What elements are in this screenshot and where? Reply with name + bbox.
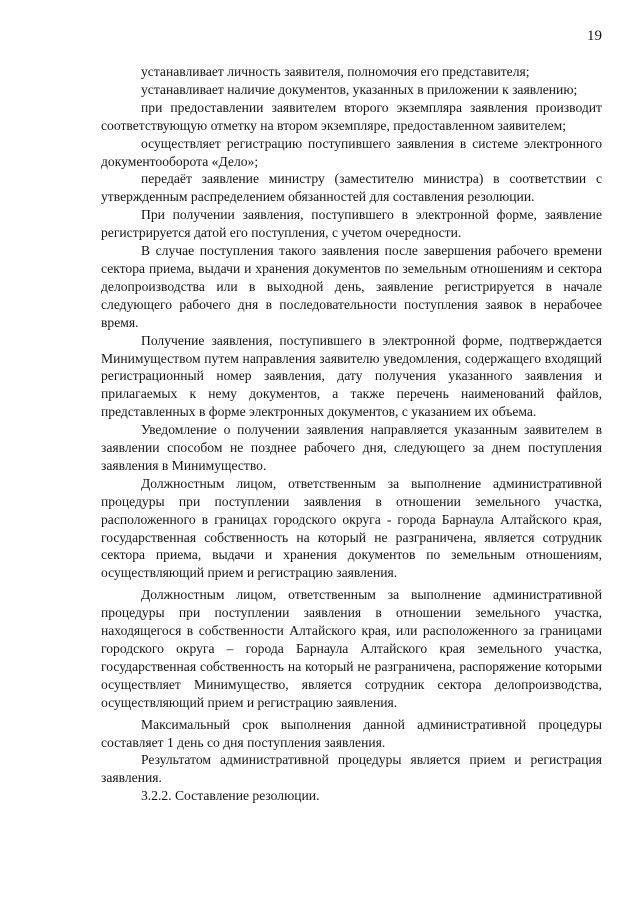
paragraph-responsible-officer-barnaul: Должностным лицом, ответственным за выполнение административной процедуры при поступлении заявления в отношении земельного участка, расположенного в границах городского округа - города Барнаула Алтайского края, государственная собственность на который не разграничена, является сотрудник сектора приема, выдачи и хранения документов по земельным отношениям, осуществляющий прием и регистрацию заявления. bbox=[101, 475, 602, 581]
paragraph-documents-check: устанавливает наличие документов, указанных в приложении к заявлению; bbox=[141, 81, 578, 97]
document-body bbox=[101, 63, 602, 805]
paragraph-notification-sending: Уведомление о получении заявления направляется указанным заявителем в заявлении способом не позднее рабочего дня, следующего за днем поступления заявления в Минимущество. bbox=[101, 422, 602, 473]
paragraph-identity-check: устанавливает личность заявителя, полномочия его представителя; bbox=[141, 64, 530, 79]
paragraph-transfer-to-minister: передаёт заявление министру (заместителю министра) в соответствии с утвержденным распределением обязанностей для составления резолюции. bbox=[101, 171, 602, 205]
paragraph-receipt-confirmation: Получение заявления, поступившего в электронной форме, подтверждается Минимуществом путем направления заявителю уведомления, содержащего входящий регистрационный номер заявления, дату получения указанного заявления и прилагаемых к нему документов, а также перечень наименований файлов, представленных в форме электронных документов, с указанием их объема. bbox=[101, 332, 602, 420]
paragraph-procedure-result: Результатом административной процедуры является прием и регистрация заявления. bbox=[101, 752, 602, 786]
paragraph-second-copy-mark: при предоставлении заявителем второго экземпляра заявления производит соответствующую отметку на втором экземпляре, предоставленном заявителем; bbox=[101, 99, 602, 133]
paragraph-electronic-registration: При получении заявления, поступившего в электронной форме, заявление регистрируется датой его поступления, с учетом очередности. bbox=[101, 207, 602, 241]
page-number: 19 bbox=[587, 28, 602, 44]
section-heading-resolution: 3.2.2. Составление резолюции. bbox=[141, 788, 320, 804]
paragraph-max-duration: Максимальный срок выполнения данной административной процедуры составляет 1 день со дня поступления заявления. bbox=[101, 716, 602, 750]
paragraph-responsible-officer-region: Должностным лицом, ответственным за выполнение административной процедуры при поступлении заявления в отношении земельного участка, находящегося в собственности Алтайского края, или расположенного за границами городского округа – города Барнаула Алтайского края земельного участка, государственная собственность на который не разграничена, распоряжение которыми осуществляет Минимущество, является сотрудник сектора делопроизводства, осуществляющий прием и регистрацию заявления. bbox=[101, 587, 602, 710]
paragraph-registration-delo: осуществляет регистрацию поступившего заявления в системе электронного документооборота «Дело»; bbox=[101, 135, 602, 169]
paragraph-after-hours-registration: В случае поступления такого заявления после завершения рабочего времени сектора приема, выдачи и хранения документов по земельным отношениям и сектора делопроизводства или в выходной день, заявление регистрируется в начале следующего рабочего дня в последовательности поступления заявок в нерабочее время. bbox=[101, 243, 602, 330]
